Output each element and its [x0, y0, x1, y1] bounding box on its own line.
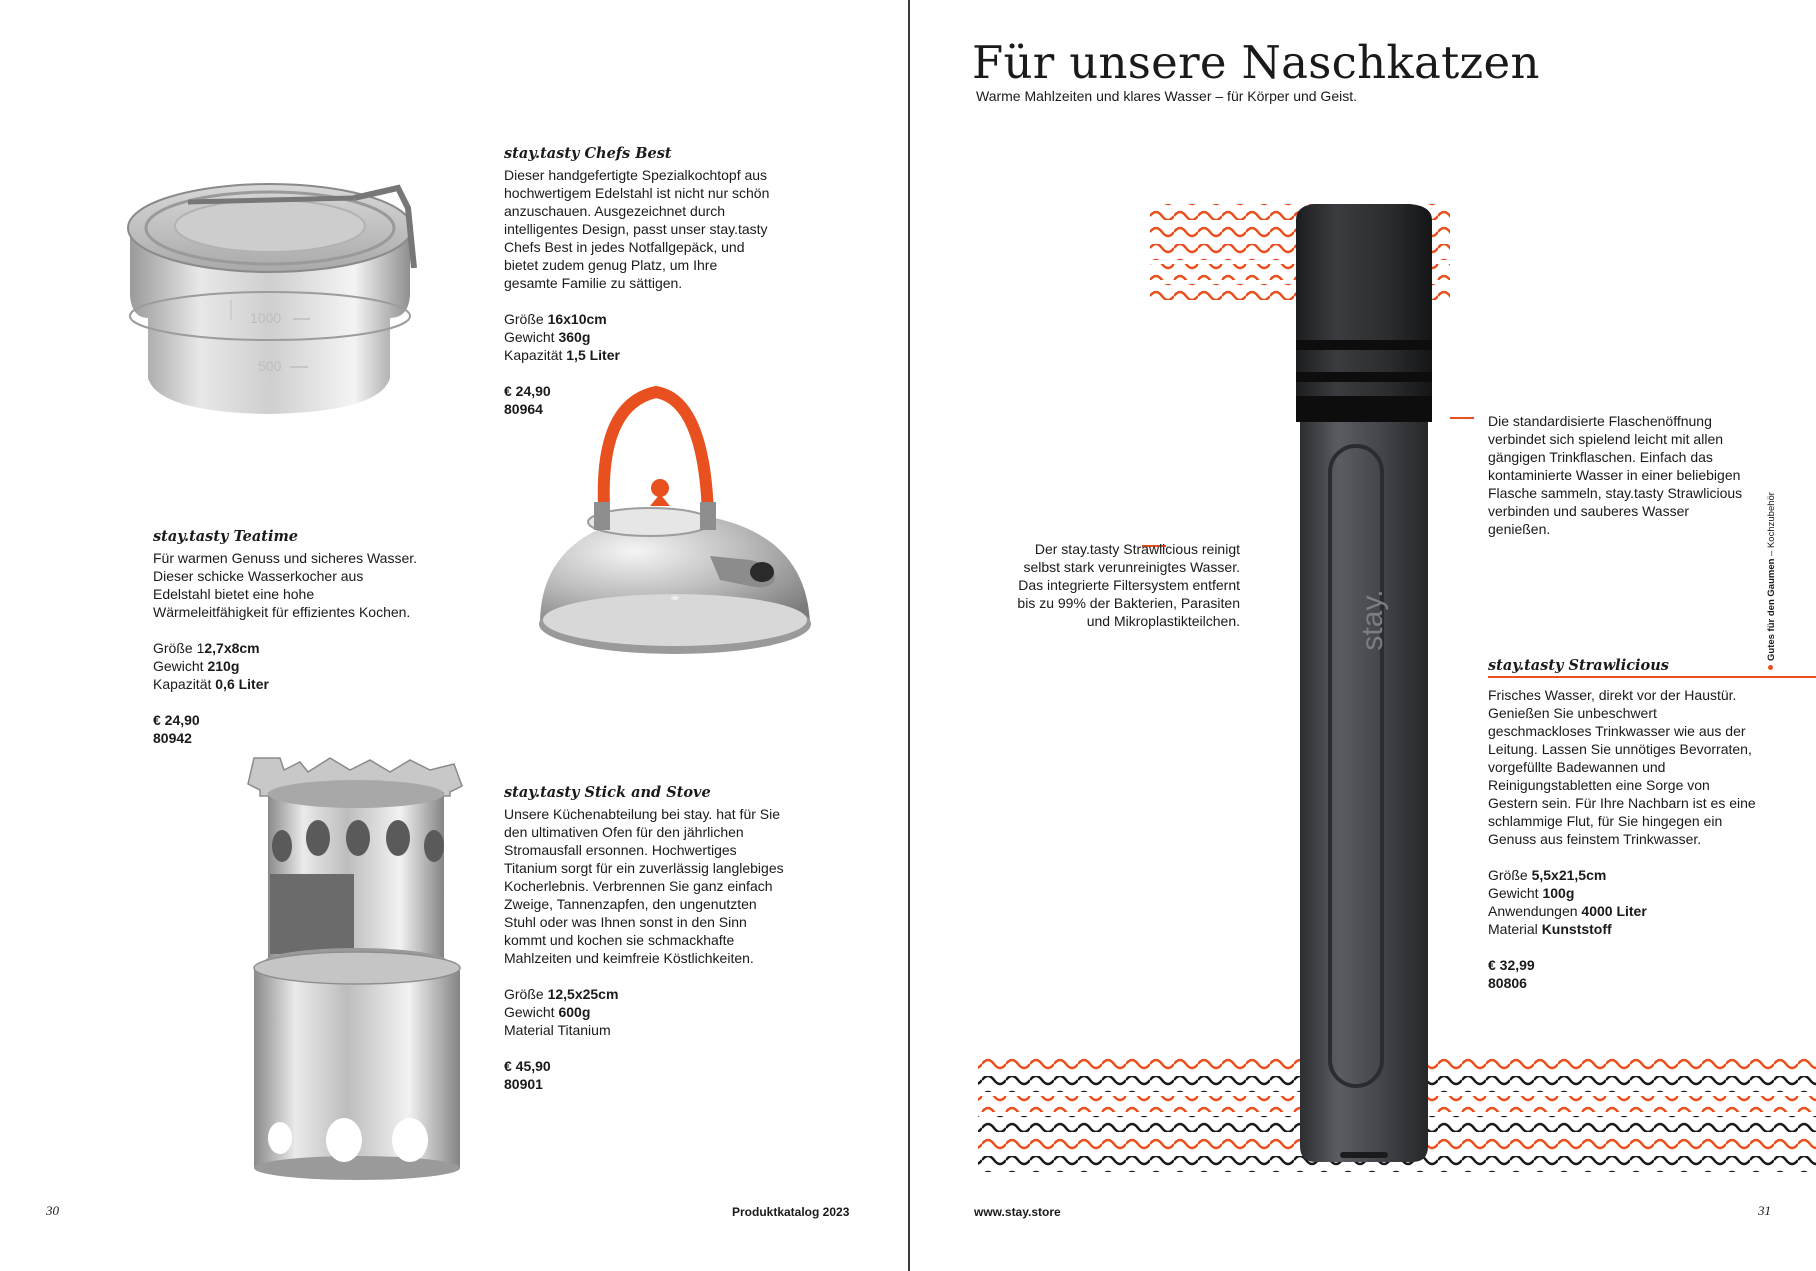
strawlicious-rule: [1488, 676, 1816, 678]
strawlicious-title: stay.tasty Strawlicious: [1488, 657, 1669, 674]
filter-description-left: Der stay.tasty Strawlicious reinigt selbst stark verunreinigtes Wasser. Das integrierte Filtersystem entfernt bis zu 99% der Bakterien, Parasiten und Mikroplastikteilchen.: [1017, 541, 1240, 629]
side-tab-dot: [1768, 665, 1773, 670]
stick-and-stove-block: [504, 784, 784, 1093]
website-footer: www.stay.store: [974, 1205, 1061, 1219]
teatime-block: [153, 528, 423, 747]
teatime-article-number: 80942: [153, 730, 192, 746]
spec-row: Gewicht 600g: [504, 1004, 591, 1020]
spec-row: Größe 12,5x25cm: [504, 986, 619, 1002]
strawlicious-price: € 32,99: [1488, 957, 1535, 973]
page-subline: Warme Mahlzeiten und klares Wasser – für Körper und Geist.: [976, 88, 1358, 104]
filter-description-right: Die standardisierte Flaschenöffnung verbindet sich spielend leicht mit allen gängigen Trinkflaschen. Einfach das kontaminierte Wasser in einer beliebigen Flasche sammeln, stay.tasty Strawlicious verbinden und sauberes Wasser genießen.: [1488, 413, 1743, 537]
pot-mark-1000: 1000: [250, 310, 282, 326]
pot-mark-500: 500: [258, 358, 282, 374]
right-page: [910, 0, 1816, 1271]
spec-row: Material Kunststoff: [1488, 921, 1612, 937]
stick-and-stove-price: € 45,90: [504, 1058, 551, 1074]
spec-row: Kapazität 0,6 Liter: [153, 676, 269, 692]
strawlicious-block: [1488, 657, 1758, 992]
spec-row: Größe 16x10cm: [504, 311, 607, 327]
page-headline: Für unsere Naschkatzen: [972, 36, 1540, 89]
kettle-image: [530, 384, 830, 724]
spec-row: Gewicht 100g: [1488, 885, 1575, 901]
page-number-right: 31: [1758, 1203, 1771, 1218]
stick-and-stove-article-number: 80901: [504, 1076, 543, 1092]
section-side-tab: Gutes für den Gaumen – Kochzubehör: [1766, 370, 1782, 670]
teatime-price: € 24,90: [153, 712, 200, 728]
catalog-footer: Produktkatalog 2023: [732, 1205, 850, 1219]
stick-and-stove-description: Unsere Küchenabteilung bei stay. hat für Sie den ultimativen Ofen für den jährlichen Stromausfall ersonnen. Hochwertiges Titanium sorgt für ein zuverlässig langlebiges Kocherlebnis. Verbrennen Sie ganz einfach Zweige, Tannenzapfen, den ungenutzten Stuhl oder was Ihnen sonst in den Sinn kommt und kochen sie schmackhafte Mahlzeiten und keimfreie Köstlichkeiten.: [504, 806, 784, 966]
teatime-description: Für warmen Genuss und sicheres Wasser. Dieser schicke Wasserkocher aus Edelstahl bietet eine hohe Wärmeleitfähigkeit für effizientes Kochen.: [153, 550, 418, 620]
spec-row: Größe 5,5x21,5cm: [1488, 867, 1607, 883]
chefs-best-block: [504, 145, 774, 418]
leader-line-right: [1450, 417, 1474, 419]
stick-and-stove-title: stay.tasty Stick and Stove: [504, 784, 711, 801]
pot-image: [118, 168, 458, 428]
strawlicious-article-number: 80806: [1488, 975, 1527, 991]
chefs-best-article-number: 80964: [504, 401, 543, 417]
strawlicious-description: Frisches Wasser, direkt vor der Haustür. Genießen Sie unbeschwert geschmackloses Trinkwasser wie aus der Leitung. Lassen Sie unnötiges Bevorraten, vorgefüllte Badewannen und Reinigungstabletten eine Sorge von Gestern sein. Für Ihre Nachbarn ist es eine schlammige Flut, für Sie hingegen ein Genuss aus feinstem Trinkwasser.: [1488, 687, 1756, 847]
spec-row: Material Titanium: [504, 1022, 611, 1038]
chefs-best-price: € 24,90: [504, 383, 551, 399]
spec-row: Kapazität 1,5 Liter: [504, 347, 620, 363]
stove-image: [240, 756, 480, 1180]
spec-row: Anwendungen 4000 Liter: [1488, 903, 1647, 919]
page-number-left: 30: [46, 1203, 59, 1218]
teatime-title: stay.tasty Teatime: [153, 528, 299, 545]
spec-row: Größe 12,7x8cm: [153, 640, 260, 656]
spec-row: Gewicht 210g: [153, 658, 240, 674]
chefs-best-title: stay.tasty Chefs Best: [504, 145, 672, 162]
chefs-best-description: Dieser handgefertigte Spezialkochtopf aus hochwertigem Edelstahl ist nicht nur schön anzuschauen. Ausgezeichnet durch intelligentes Design, passt unser stay.tasty Chefs Best in jedes Notfallgepäck, und bietet zudem genug Platz, um Ihre gesamte Familie zu sättigen.: [504, 167, 770, 291]
filter-logo: stay.: [1356, 589, 1389, 651]
spec-row: Gewicht 360g: [504, 329, 591, 345]
water-filter-image: [1284, 200, 1444, 1170]
